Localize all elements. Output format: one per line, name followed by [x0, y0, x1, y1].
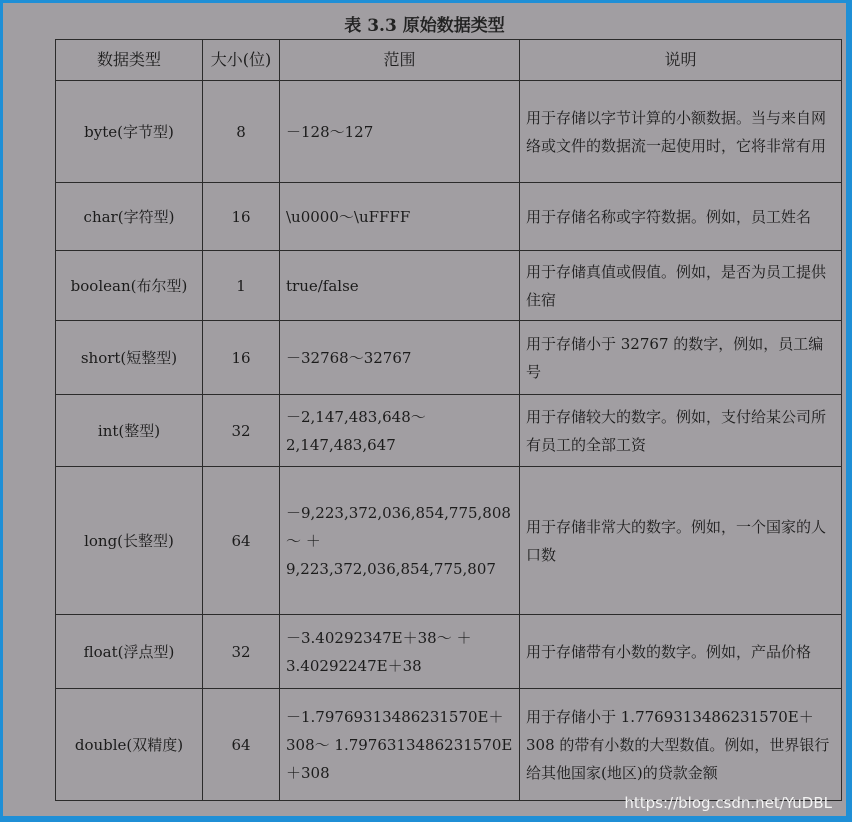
cell-size: 64 — [203, 689, 280, 801]
table-row — [56, 615, 842, 689]
cell-type: boolean(布尔型) — [56, 251, 203, 321]
cell-type: short(短整型) — [56, 321, 203, 395]
cell-range: －32768～32767 — [280, 321, 520, 395]
table-row — [56, 321, 842, 395]
table-title: 表 3.3 原始数据类型 — [344, 16, 505, 36]
cell-description: 用于存储小于 32767 的数字，例如，员工编号 — [520, 321, 842, 395]
header-description: 说明 — [520, 40, 842, 81]
cell-size: 16 — [203, 183, 280, 251]
table-row — [56, 81, 842, 183]
header-type: 数据类型 — [56, 40, 203, 81]
cell-size: 1 — [203, 251, 280, 321]
cell-type: double(双精度) — [56, 689, 203, 801]
cell-type: byte(字节型) — [56, 81, 203, 183]
cell-size: 16 — [203, 321, 280, 395]
cell-description: 用于存储非常大的数字。例如，一个国家的人口数 — [520, 467, 842, 615]
cell-range: －128～127 — [280, 81, 520, 183]
primitive-types-table — [55, 39, 842, 801]
cell-range: －9,223,372,036,854,775,808～ ＋9,223,372,036,854,775,807 — [280, 467, 520, 615]
cell-range: \u0000～\uFFFF — [280, 183, 520, 251]
cell-size: 32 — [203, 395, 280, 467]
cell-type: long(长整型) — [56, 467, 203, 615]
cell-description: 用于存储带有小数的数字。例如，产品价格 — [520, 615, 842, 689]
header-row — [56, 40, 842, 81]
book-page-photo — [3, 3, 846, 816]
table-row — [56, 395, 842, 467]
table-row — [56, 183, 842, 251]
cell-size: 32 — [203, 615, 280, 689]
cell-range: －2,147,483,648～2,147,483,647 — [280, 395, 520, 467]
watermark: https://blog.csdn.net/YuDBL — [624, 794, 832, 812]
cell-size: 64 — [203, 467, 280, 615]
cell-description: 用于存储小于 1.7769313486231570E＋308 的带有小数的大型数值。例如，世界银行给其他国家(地区)的贷款金额 — [520, 689, 842, 801]
header-size: 大小(位) — [203, 40, 280, 81]
cell-description: 用于存储较大的数字。例如，支付给某公司所有员工的全部工资 — [520, 395, 842, 467]
cell-description: 用于存储名称或字符数据。例如，员工姓名 — [520, 183, 842, 251]
cell-size: 8 — [203, 81, 280, 183]
table-row — [56, 689, 842, 801]
header-range: 范围 — [280, 40, 520, 81]
cell-range: －3.40292347E＋38～ ＋3.40292247E＋38 — [280, 615, 520, 689]
cell-range: －1.79769313486231570E＋308～ 1.7976313486231570E＋308 — [280, 689, 520, 801]
cell-description: 用于存储真值或假值。例如，是否为员工提供住宿 — [520, 251, 842, 321]
table-row — [56, 251, 842, 321]
cell-type: int(整型) — [56, 395, 203, 467]
cell-type: char(字符型) — [56, 183, 203, 251]
table-row — [56, 467, 842, 615]
cell-description: 用于存储以字节计算的小额数据。当与来自网络或文件的数据流一起使用时，它将非常有用 — [520, 81, 842, 183]
cell-type: float(浮点型) — [56, 615, 203, 689]
cell-range: true/false — [280, 251, 520, 321]
